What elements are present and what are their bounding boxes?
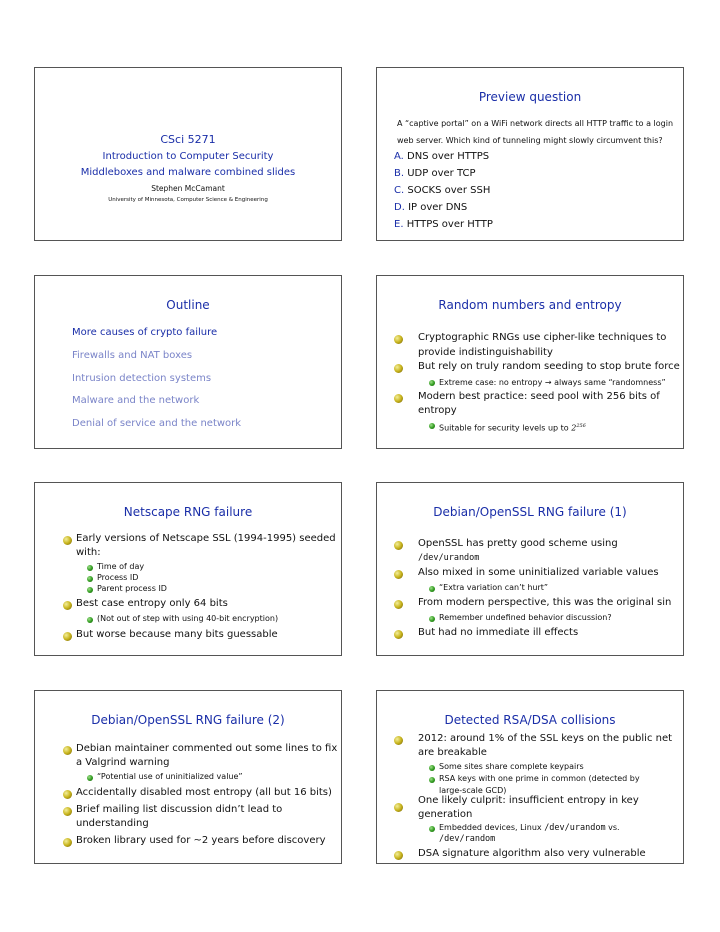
bullet-text: But had no immediate ill effects (418, 627, 579, 638)
outline-item: Denial of service and the network (72, 418, 242, 429)
option-b: B. UDP over TCP (394, 168, 476, 179)
bullet-text: are breakable (418, 747, 487, 758)
sub-bullet-icon (87, 775, 93, 781)
bullet-icon (63, 632, 72, 641)
sub-bullet-text: Time of day (97, 562, 145, 571)
sub-bullet-text: Embedded devices, Linux /dev/urandom vs. (439, 823, 620, 833)
slide-heading: Debian/OpenSSL RNG failure (1) (433, 505, 627, 519)
bullet-text: From modern perspective, this was the original sin (418, 597, 672, 608)
sub-bullet-text: Parent process ID (97, 584, 167, 593)
sub-bullet-icon (87, 617, 93, 623)
bullet-icon (394, 394, 403, 403)
deck-topic: Middleboxes and malware combined slides (80, 167, 296, 178)
bullet-text: But worse because many bits guessable (76, 629, 278, 640)
slide-heading: Netscape RNG failure (123, 505, 253, 519)
course-code: CSci 5271 (160, 133, 216, 146)
sub-bullet-icon (429, 616, 435, 622)
course-title: Introduction to Computer Security (102, 151, 274, 162)
sub-bullet-text: (Not out of step with using 40-bit encryption) (97, 614, 279, 623)
option-d: D. IP over DNS (394, 202, 468, 213)
bullet-icon (63, 790, 72, 799)
bullet-icon (394, 364, 403, 373)
code-path: /dev/urandom (418, 553, 480, 563)
sub-bullet-icon (429, 586, 435, 592)
sub-bullet-icon (429, 380, 435, 386)
bullet-text: understanding (76, 818, 149, 829)
code-path: /dev/random (439, 834, 496, 844)
sub-bullet-text: RSA keys with one prime in common (detected by (439, 774, 640, 783)
bullet-icon (394, 335, 403, 344)
sub-bullet-text: large-scale GCD) (439, 786, 507, 795)
affiliation: University of Minnesota, Computer Science & Engineering (108, 197, 268, 203)
sub-bullet-icon (429, 765, 435, 771)
question-line-2: web server. Which kind of tunneling might slowly circumvent this? (397, 136, 663, 145)
bullet-icon (394, 851, 403, 860)
bullet-text: Accidentally disabled most entropy (all but 16 bits) (76, 787, 332, 798)
slide-heading: Random numbers and entropy (438, 298, 622, 312)
sub-bullet-icon (87, 565, 93, 571)
bullet-text: Also mixed in some uninitialized variable values (418, 567, 659, 578)
sub-bullet-icon (429, 826, 435, 832)
sub-bullet-icon (87, 576, 93, 582)
bullet-icon (63, 601, 72, 610)
bullet-text: 2012: around 1% of the SSL keys on the public net (418, 733, 673, 744)
slide-heading: Preview question (478, 90, 582, 104)
bullet-text: Best case entropy only 64 bits (76, 598, 228, 609)
bullet-icon (394, 736, 403, 745)
bullet-text: One likely culprit: insufficient entropy in key (418, 795, 639, 806)
bullet-text: generation (418, 809, 473, 820)
bullet-text: provide indistinguishability (418, 347, 553, 358)
outline-item-current: More causes of crypto failure (72, 327, 218, 338)
bullet-text: Broken library used for ~2 years before discovery (76, 835, 326, 846)
outline-item: Malware and the network (72, 395, 200, 406)
bullet-text: OpenSSL has pretty good scheme using (418, 538, 618, 549)
slide-rsa-dsa-collisions (376, 690, 684, 864)
bullet-text: with: (76, 547, 101, 558)
option-c: C. SOCKS over SSH (394, 185, 491, 196)
sub-bullet-icon (429, 423, 435, 429)
slide-title (34, 67, 342, 241)
slide-random-entropy (376, 275, 684, 449)
bullet-icon (63, 838, 72, 847)
bullet-text: Cryptographic RNGs use cipher-like techniques to (418, 332, 667, 343)
bullet-icon (394, 630, 403, 639)
sub-bullet-text: “Potential use of uninitialized value” (97, 772, 243, 781)
bullet-text: DSA signature algorithm also very vulnerable (418, 848, 646, 859)
sub-bullet-text: Remember undefined behavior discussion? (439, 613, 612, 622)
question-line-1: A “captive portal” on a WiFi network directs all HTTP traffic to a login (397, 119, 674, 128)
slide-debian-rng-2 (34, 690, 342, 864)
bullet-text: But rely on truly random seeding to stop brute force (418, 361, 680, 372)
bullet-text: Debian maintainer commented out some lines to fix (76, 743, 338, 754)
sub-bullet-text: Suitable for security levels up to $2^{256}$ (439, 423, 586, 433)
sub-bullet-text: Extreme case: no entropy → always same “randomness” (439, 378, 666, 387)
slide-heading: Detected RSA/DSA collisions (444, 713, 616, 727)
bullet-icon (63, 807, 72, 816)
slide-outline (34, 275, 342, 449)
bullet-text: Brief mailing list discussion didn’t lead to (76, 804, 283, 815)
sub-bullet-text: Process ID (97, 573, 139, 582)
option-e: E. HTTPS over HTTP (394, 219, 493, 230)
bullet-icon (63, 746, 72, 755)
outline-item: Firewalls and NAT boxes (72, 350, 193, 361)
author: Stephen McCamant (151, 184, 225, 193)
slide-preview-question (376, 67, 684, 241)
slide-debian-rng-1 (376, 482, 684, 656)
bullet-text: Modern best practice: seed pool with 256 bits of (418, 391, 660, 402)
sub-bullet-icon (87, 587, 93, 593)
sub-bullet-text: Some sites share complete keypairs (439, 762, 584, 771)
bullet-text: entropy (418, 405, 457, 416)
slide-heading: Debian/OpenSSL RNG failure (2) (91, 713, 285, 727)
bullet-text: Early versions of Netscape SSL (1994-1995) seeded (76, 533, 336, 544)
bullet-icon (63, 536, 72, 545)
slide-netscape-rng (34, 482, 342, 656)
bullet-icon (394, 570, 403, 579)
outline-item: Intrusion detection systems (72, 373, 212, 384)
bullet-icon (394, 541, 403, 550)
sub-bullet-icon (429, 777, 435, 783)
bullet-icon (394, 803, 403, 812)
bullet-text: a Valgrind warning (76, 757, 170, 768)
sub-bullet-text: “Extra variation can’t hurt” (439, 583, 549, 592)
bullet-icon (394, 600, 403, 609)
option-a: A. DNS over HTTPS (394, 151, 490, 162)
slide-heading: Outline (166, 298, 210, 312)
